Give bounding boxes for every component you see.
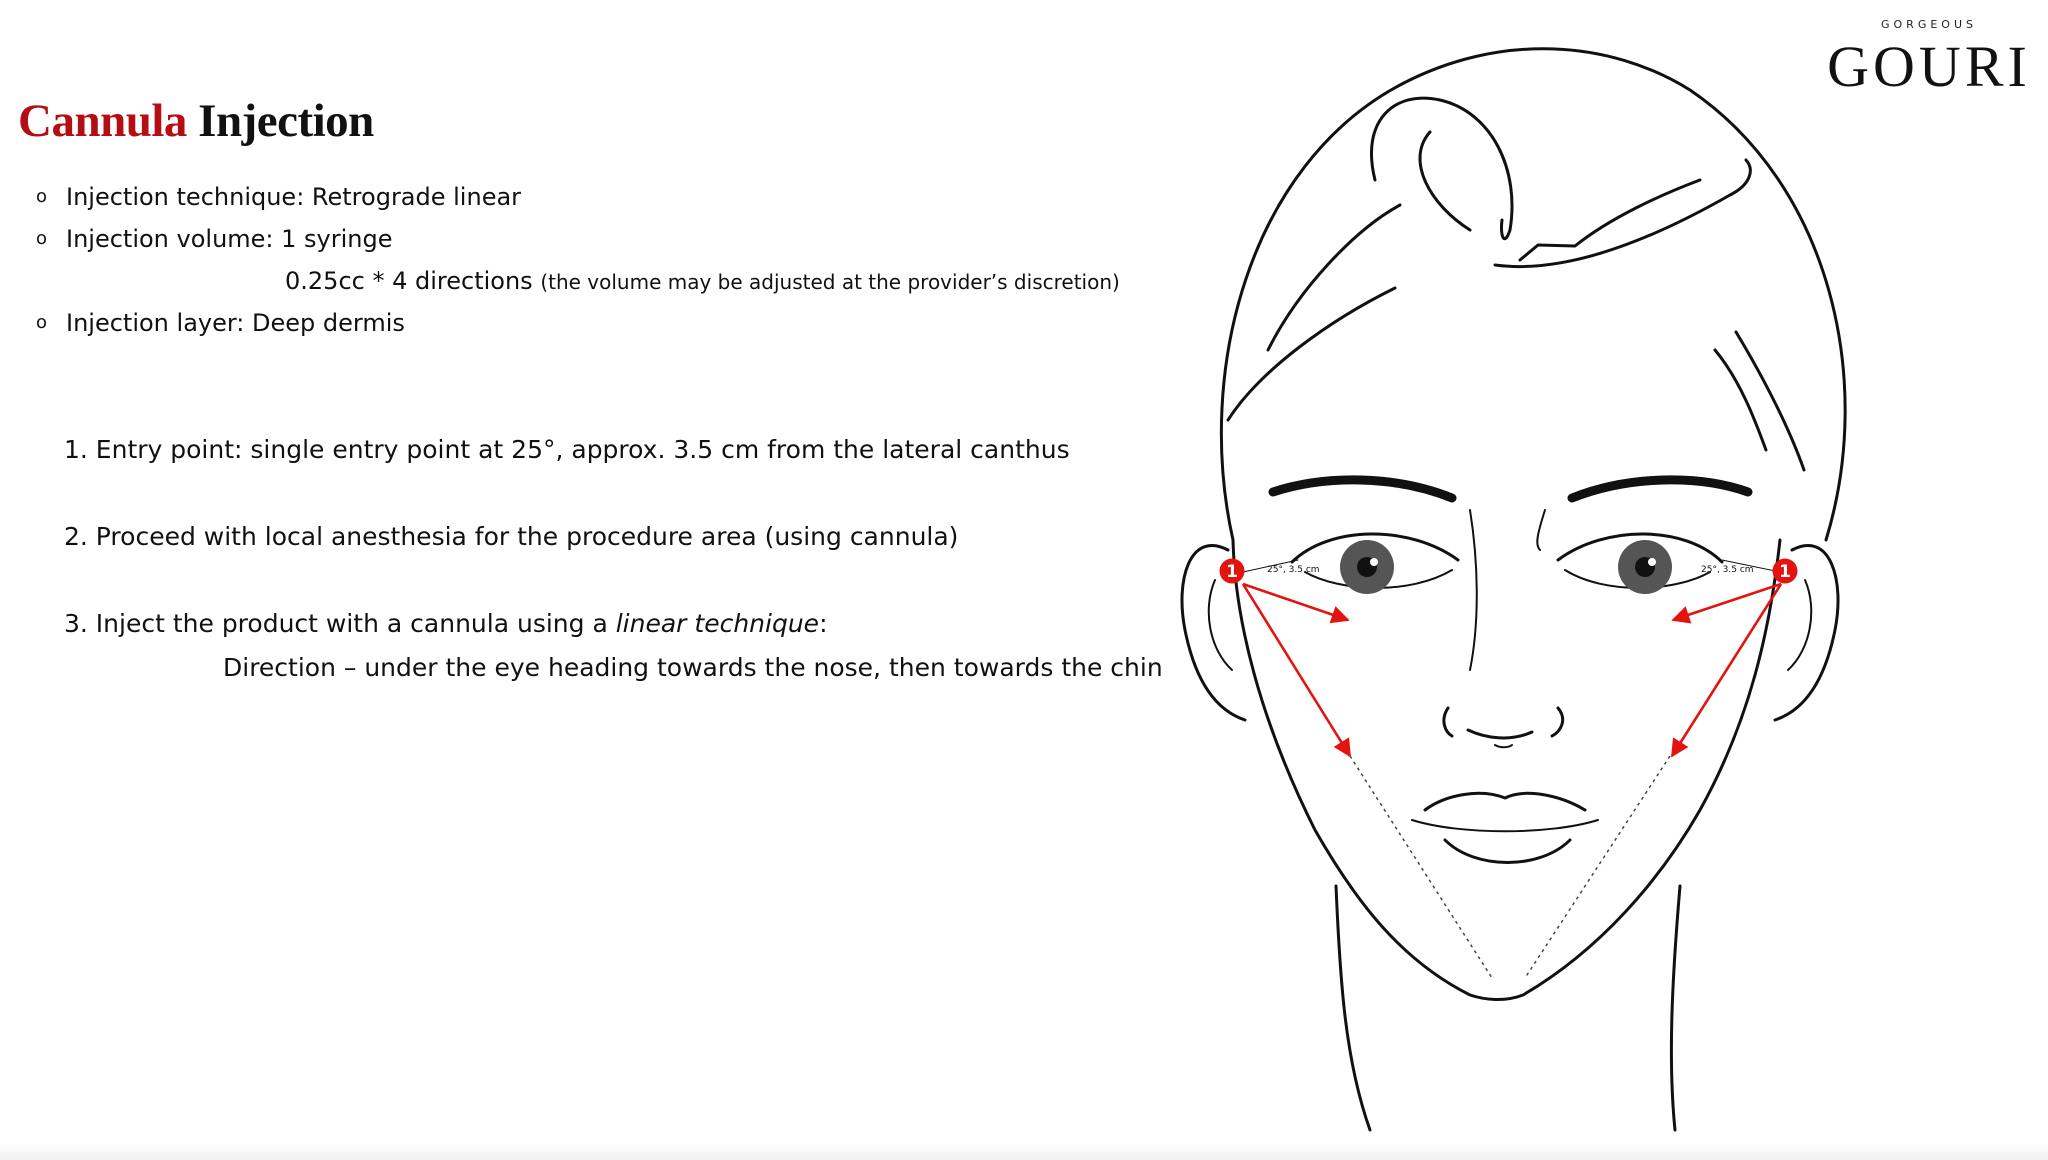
step-inject-emphasis: linear technique xyxy=(615,609,820,638)
lower-lip xyxy=(1445,840,1570,863)
step-anesthesia: 2. Proceed with local anesthesia for the procedure area (using cannula) xyxy=(64,522,959,551)
nose-tip xyxy=(1444,708,1563,738)
list-item xyxy=(36,260,1120,302)
step-inject-direction: Direction – under the eye heading towards the nose, then towards the chin xyxy=(223,653,1163,682)
hair-strand xyxy=(1715,350,1766,450)
hair-fringe xyxy=(1420,132,1470,230)
ear-inner-right xyxy=(1788,580,1811,670)
page-bottom-edge xyxy=(0,1142,2048,1160)
brand-name: GOURI xyxy=(1827,34,2031,99)
head-outline xyxy=(1221,49,1845,540)
bullet-marker: o xyxy=(36,312,48,333)
hair-swirl xyxy=(1268,205,1400,350)
guide-line-left xyxy=(1350,756,1492,978)
nose-bridge-right xyxy=(1537,510,1545,550)
guide-line-right xyxy=(1525,756,1670,978)
eyebrow-right xyxy=(1572,480,1748,498)
procedure-steps xyxy=(64,428,1163,690)
list-item xyxy=(36,176,1120,218)
step-inject-suffix: : xyxy=(819,609,828,638)
eye-highlight-right xyxy=(1648,558,1656,566)
nose-bridge-left xyxy=(1470,510,1477,670)
title-accent: Cannula xyxy=(18,95,187,147)
neck-line xyxy=(1671,886,1680,1130)
upper-lip xyxy=(1425,793,1585,810)
eyebrow-left xyxy=(1273,480,1452,498)
volume-breakdown: 0.25cc * 4 directions xyxy=(285,267,533,295)
face-diagram xyxy=(1140,20,1880,1160)
annotation-label-right: 25°, 3.5 cm xyxy=(1701,565,1754,575)
injection-parameters-list xyxy=(36,176,1120,344)
parameter-layer: Injection layer: Deep dermis xyxy=(66,309,405,337)
entry-point-left-number: 1 xyxy=(1226,562,1238,582)
arrow-right-to-chin xyxy=(1672,584,1781,756)
volume-note: (the volume may be adjusted at the provider’s discretion) xyxy=(540,270,1120,294)
title-rest: Injection xyxy=(198,95,374,147)
nose-tip xyxy=(1495,745,1512,747)
hair-swirl xyxy=(1228,288,1395,420)
arrow-left-to-chin xyxy=(1243,584,1350,756)
eye-highlight-left xyxy=(1370,558,1378,566)
page-title xyxy=(18,95,374,147)
ear-inner-left xyxy=(1209,580,1232,670)
list-item xyxy=(36,218,1120,260)
step-entry-point: 1. Entry point: single entry point at 25°, approx. 3.5 cm from the lateral canthus xyxy=(64,435,1070,464)
hair-fringe xyxy=(1520,180,1700,260)
list-item xyxy=(36,302,1120,344)
mouth-line xyxy=(1412,820,1598,831)
annotation-label-left: 25°, 3.5 cm xyxy=(1267,565,1320,575)
parameter-volume: Injection volume: 1 syringe xyxy=(66,225,393,253)
neck-line xyxy=(1336,886,1370,1130)
hair-fringe xyxy=(1371,98,1512,239)
parameter-technique: Injection technique: Retrograde linear xyxy=(66,183,522,211)
entry-point-right-number: 1 xyxy=(1779,562,1791,582)
step-inject xyxy=(64,602,1163,646)
bullet-marker: o xyxy=(36,186,48,207)
brand-tagline: GORGEOUS xyxy=(1881,18,1977,31)
arrow-right-to-nose xyxy=(1673,584,1781,620)
arrow-left-to-nose xyxy=(1243,584,1348,620)
bullet-marker: o xyxy=(36,228,48,249)
step-inject-prefix: 3. Inject the product with a cannula using a xyxy=(64,609,616,638)
